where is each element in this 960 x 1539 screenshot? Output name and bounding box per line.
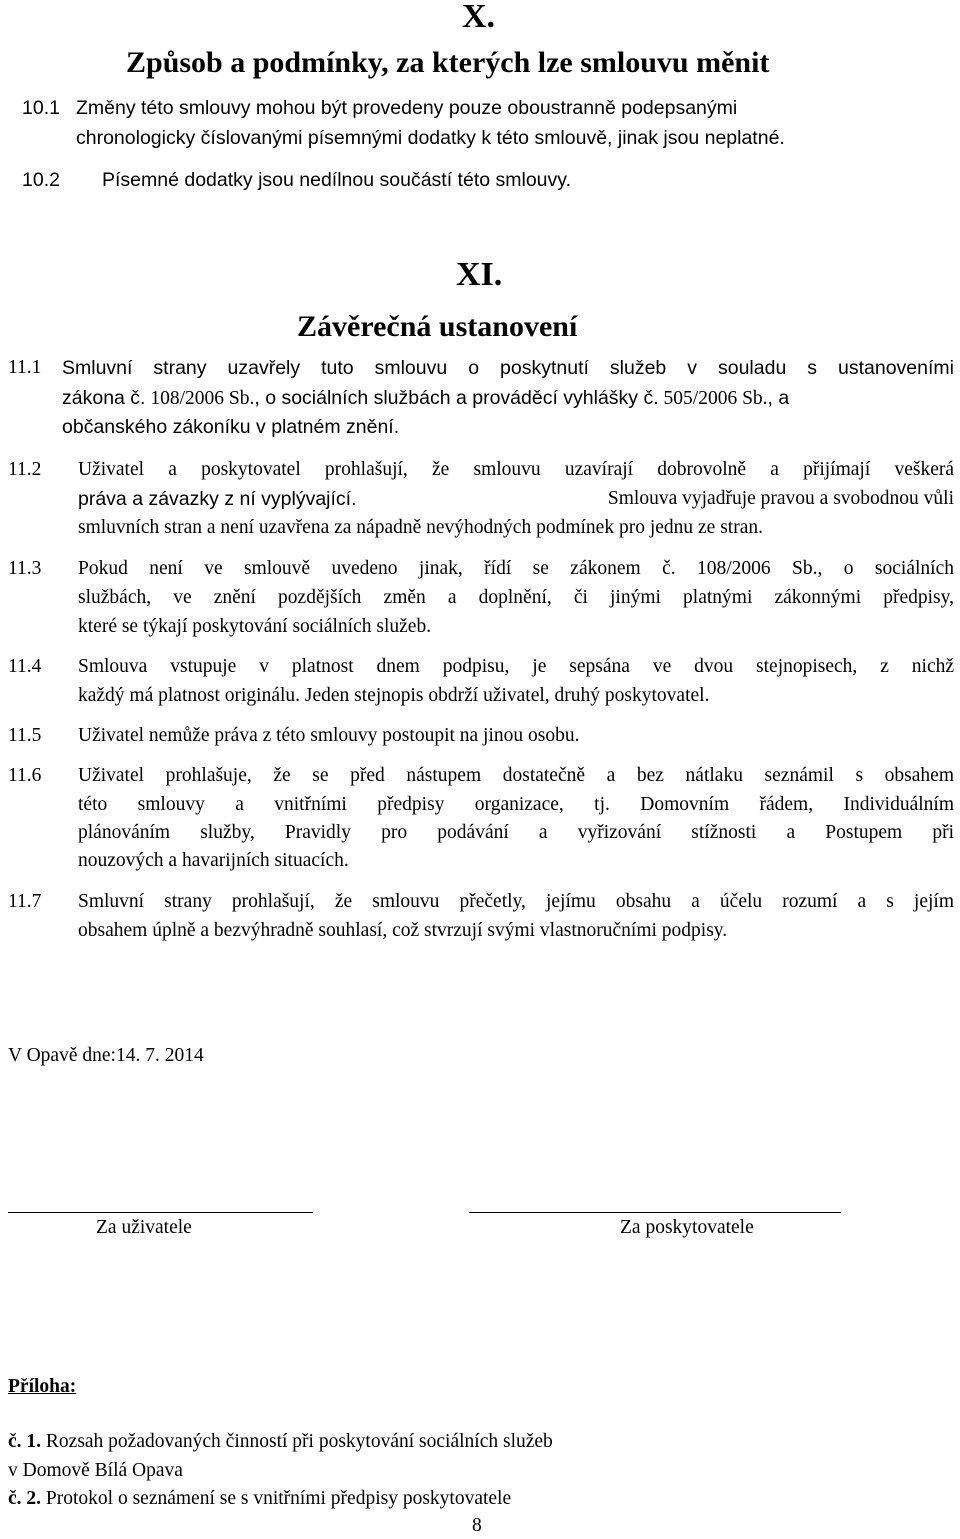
clause-11-2-line [78, 488, 954, 511]
clause-11-2-line: Uživatel a poskytovatel prohlašují, že smlouvu uzavírají dobrovolně a přijímají veškerá [78, 459, 954, 480]
clause-11-1-number: 11.1 [8, 357, 42, 378]
clause-11-2-text: Smlouva vyjadřuje pravou a svobodnou vůli [607, 488, 954, 509]
section-10-number: X. [462, 0, 496, 35]
clause-11-4-line: Smlouva vstupuje v platnost dnem podpisu, je sepsána ve dvou stejnopisech, z nichž [78, 656, 954, 677]
clause-11-1-text: zákona č. [62, 387, 146, 409]
clause-11-2-line: smluvních stran a není uzavřena za nápadně nevýhodných podmínek pro jednu ze stran. [78, 517, 763, 538]
clause-11-1-decree: 505/2006 Sb. [663, 388, 768, 409]
clause-11-2-number: 11.2 [8, 459, 42, 480]
attachments-heading: Příloha: [8, 1376, 77, 1397]
section-10-title: Způsob a podmínky, za kterých lze smlouvu měnit [126, 46, 770, 79]
signature-line-provider [469, 1212, 841, 1213]
clause-11-6-line: nouzových a havarijních situacích. [78, 850, 349, 871]
attachment-item-1-cont: v Domově Bílá Opava [8, 1460, 183, 1481]
clause-11-5-number: 11.5 [8, 725, 42, 746]
clause-11-1-line [62, 387, 789, 410]
attachment-number: č. 2. [8, 1488, 42, 1509]
clause-11-1-text: , a [767, 387, 790, 409]
clause-10-2-number: 10.2 [22, 169, 60, 191]
signature-label-user: Za uživatele [96, 1217, 192, 1238]
place-date: V Opavě dne:14. 7. 2014 [8, 1045, 204, 1066]
clause-11-4-number: 11.4 [8, 656, 42, 677]
clause-11-1-text: , o sociálních službách a prováděcí vyhlášky č. [254, 387, 659, 409]
clause-10-1-number: 10.1 [22, 97, 60, 119]
clause-10-1-line: Změny této smlouvy mohou být provedeny pouze oboustranně podepsanými [76, 97, 738, 119]
clause-11-1-line: občanského zákoníku v platném znění. [62, 416, 400, 438]
section-11-title: Závěrečná ustanovení [297, 310, 578, 343]
clause-11-7-line: Smluvní strany prohlašují, že smlouvu přečetly, jejímu obsahu a účelu rozumí a s jejím [78, 891, 954, 912]
clause-11-6-number: 11.6 [8, 765, 42, 786]
section-11-number: XI. [456, 256, 503, 293]
clause-11-2-text: práva a závazky z ní vyplývající. [78, 488, 357, 510]
clause-11-6-line: této smlouvy a vnitřními předpisy organizace, tj. Domovním řádem, Individuálním [78, 794, 954, 815]
clause-11-3-line: které se týkají poskytování sociálních služeb. [78, 616, 432, 637]
page-number: 8 [472, 1515, 482, 1536]
attachment-text: Rozsah požadovaných činností při poskytování sociálních služeb [45, 1431, 553, 1452]
clause-11-3-line: službách, ve znění pozdějších změn a doplnění, či jinými platnými zákonnými předpisy, [78, 587, 954, 608]
attachment-item-1 [8, 1431, 553, 1453]
clause-10-2-line: Písemné dodatky jsou nedílnou součástí této smlouvy. [102, 169, 571, 191]
clause-10-1-line: chronologicky číslovanými písemnými dodatky k této smlouvě, jinak jsou neplatné. [76, 127, 785, 149]
clause-11-6-line: plánováním služby, Pravidly pro podávání a vyřizování stížnosti a Postupem při [78, 822, 954, 843]
clause-11-7-line: obsahem úplně a bezvýhradně souhlasí, což stvrzují svými vlastnoručními podpisy. [78, 920, 728, 941]
signature-line-user [8, 1212, 313, 1213]
attachment-text: Protokol o seznámení se s vnitřními předpisy poskytovatele [45, 1488, 512, 1509]
clause-11-6-line: Uživatel prohlašuje, že se před nástupem dostatečně a bez nátlaku seznámil s obsahem [78, 765, 954, 786]
clause-11-5-line: Uživatel nemůže práva z této smlouvy postoupit na jinou osobu. [78, 725, 580, 746]
clause-11-7-number: 11.7 [8, 891, 42, 912]
clause-11-3-number: 11.3 [8, 558, 42, 579]
attachment-number: č. 1. [8, 1431, 42, 1452]
clause-11-3-line: Pokud není ve smlouvě uvedeno jinak, řídí se zákonem č. 108/2006 Sb., o sociálních [78, 558, 954, 579]
clause-11-4-line: každý má platnost originálu. Jeden stejnopis obdrží uživatel, druhý poskytovatel. [78, 685, 710, 706]
clause-11-1-line: Smluvní strany uzavřely tuto smlouvu o poskytnutí služeb v souladu s ustanoveními [62, 357, 954, 379]
clause-11-1-law: 108/2006 Sb. [150, 388, 255, 409]
attachment-item-2 [8, 1488, 511, 1510]
signature-label-provider: Za poskytovatele [620, 1217, 754, 1238]
